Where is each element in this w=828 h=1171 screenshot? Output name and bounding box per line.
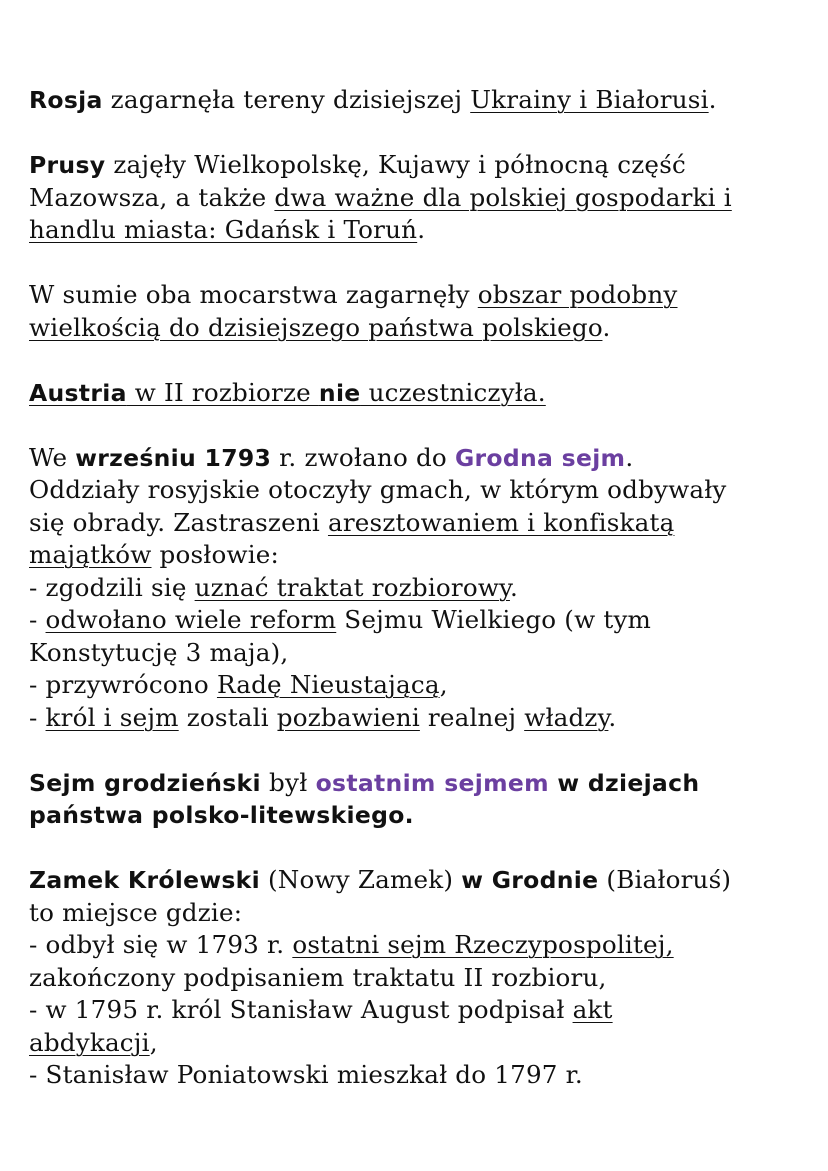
- underlined-phrase: dwa ważne dla polskiej gospodarki i: [274, 182, 732, 212]
- text: Oddziały rosyjskie otoczyły gmach, w którym odbywały: [29, 475, 727, 504]
- text: .: [509, 572, 518, 602]
- text: zagarnęła tereny dzisiejszej: [102, 85, 471, 114]
- list-item: [29, 1059, 788, 1092]
- underlined-phrase: Ukrainy i Białorusi: [470, 85, 709, 114]
- list-item: [29, 929, 788, 962]
- paragraph-royal-castle: [29, 864, 788, 1092]
- line: [29, 864, 788, 897]
- bold-term-austria: Austria: [29, 378, 127, 407]
- underlined-phrase: odwołano wiele reform: [45, 605, 337, 634]
- text: (Białoruś): [598, 865, 732, 894]
- bold-term: w dziejach: [548, 768, 700, 797]
- line: [29, 84, 788, 117]
- list-item: [29, 604, 788, 637]
- line: [29, 182, 788, 215]
- bold-date: wrześniu 1793: [75, 443, 272, 472]
- text: W sumie oba mocarstwa zagarnęły: [29, 280, 478, 309]
- text: posłowie:: [151, 540, 280, 569]
- text: uczestniczyła.: [360, 377, 546, 407]
- line: [29, 377, 788, 410]
- line: [29, 474, 788, 507]
- bold-term-rosja: Rosja: [29, 86, 103, 114]
- text: to miejsce gdzie:: [29, 897, 243, 927]
- text: - przywrócono: [29, 670, 217, 699]
- bold-term-grodnie: w Grodnie: [461, 866, 599, 894]
- line: [29, 799, 788, 832]
- paragraph-prussia: [29, 149, 788, 247]
- line: [29, 897, 788, 930]
- text: - zgodzili się: [29, 572, 195, 602]
- underlined-phrase: obszar podobny: [477, 280, 678, 309]
- text: - Stanisław Poniatowski mieszkał do 1797 r.: [29, 1060, 583, 1089]
- text: zakończony podpisaniem traktatu II rozbioru,: [29, 962, 607, 992]
- bold-term: Sejm grodzieński: [29, 768, 261, 797]
- text: był: [260, 767, 316, 797]
- underlined-phrase: handlu miasta: Gdańsk i Toruń: [29, 215, 418, 244]
- text: zostali: [178, 702, 277, 732]
- underlined-phrase: uznać traktat rozbiorowy: [194, 572, 510, 602]
- line: [29, 214, 788, 247]
- text: Mazowsza, a także: [29, 182, 275, 212]
- paragraph-summary: [29, 279, 788, 344]
- text: ,: [149, 1027, 158, 1057]
- text: .: [608, 702, 617, 732]
- text: ,: [439, 670, 448, 699]
- line: [29, 539, 788, 572]
- list-item: [29, 572, 788, 605]
- text: Konstytucję 3 maja),: [29, 637, 289, 667]
- paragraph-austria: [29, 377, 788, 410]
- text: -: [29, 702, 46, 732]
- text: w II rozbiorze: [126, 377, 319, 407]
- text: .: [417, 215, 426, 244]
- list-item: [29, 702, 788, 735]
- line: [29, 767, 788, 800]
- line: [29, 962, 788, 995]
- text: r. zwołano do: [271, 442, 455, 472]
- line: [29, 507, 788, 540]
- text: realnej: [419, 702, 525, 732]
- text: zajęły Wielkopolskę, Kujawy i północną część: [105, 150, 686, 179]
- line: [29, 149, 788, 182]
- bold-term-nie: nie: [318, 378, 361, 407]
- line: [29, 637, 788, 670]
- list-item: [29, 994, 788, 1027]
- highlight-grodna-sejm: Grodna sejm: [454, 443, 626, 472]
- underlined-phrase: ostatni sejm Rzeczypospolitej,: [292, 930, 674, 959]
- bold-term-zamek: Zamek Królewski: [29, 866, 260, 894]
- paragraph-russia: [29, 84, 788, 117]
- underlined-phrase: akt: [572, 995, 613, 1024]
- underlined-phrase: Radę Nieustającą: [216, 670, 440, 699]
- text: - w 1795 r. król Stanisław August podpisał: [29, 995, 573, 1024]
- underlined-phrase: majątków: [29, 540, 152, 569]
- line: [29, 312, 788, 345]
- bold-term: państwa polsko-litewskiego.: [29, 801, 414, 829]
- underlined-phrase: król i sejm: [45, 702, 179, 732]
- paragraph-grodno-sejm: [29, 442, 788, 735]
- text: .: [708, 85, 717, 114]
- text: (Nowy Zamek): [259, 865, 462, 894]
- underlined-phrase: wielkością do dzisiejszego państwa polskiego: [29, 312, 603, 342]
- text: się obrady. Zastraszeni: [29, 507, 328, 537]
- underlined-phrase: władzy: [524, 702, 609, 732]
- list-item: [29, 669, 788, 702]
- underlined-phrase: aresztowaniem i konfiskatą: [327, 507, 675, 537]
- text: Sejmu Wielkiego (w tym: [336, 605, 652, 634]
- text: We: [29, 442, 76, 472]
- line: [29, 1027, 788, 1060]
- text: .: [602, 312, 611, 342]
- paragraph-last-sejm: [29, 767, 788, 832]
- text: -: [29, 605, 46, 634]
- highlight-last-sejm: ostatnim sejmem: [315, 768, 549, 797]
- text: - odbył się w 1793 r.: [29, 930, 293, 959]
- line: [29, 279, 788, 312]
- bold-term-prusy: Prusy: [29, 151, 106, 179]
- underlined-phrase: pozbawieni: [276, 702, 420, 732]
- line: [29, 442, 788, 475]
- text: .: [625, 442, 634, 472]
- underlined-phrase: abdykacji: [29, 1027, 150, 1057]
